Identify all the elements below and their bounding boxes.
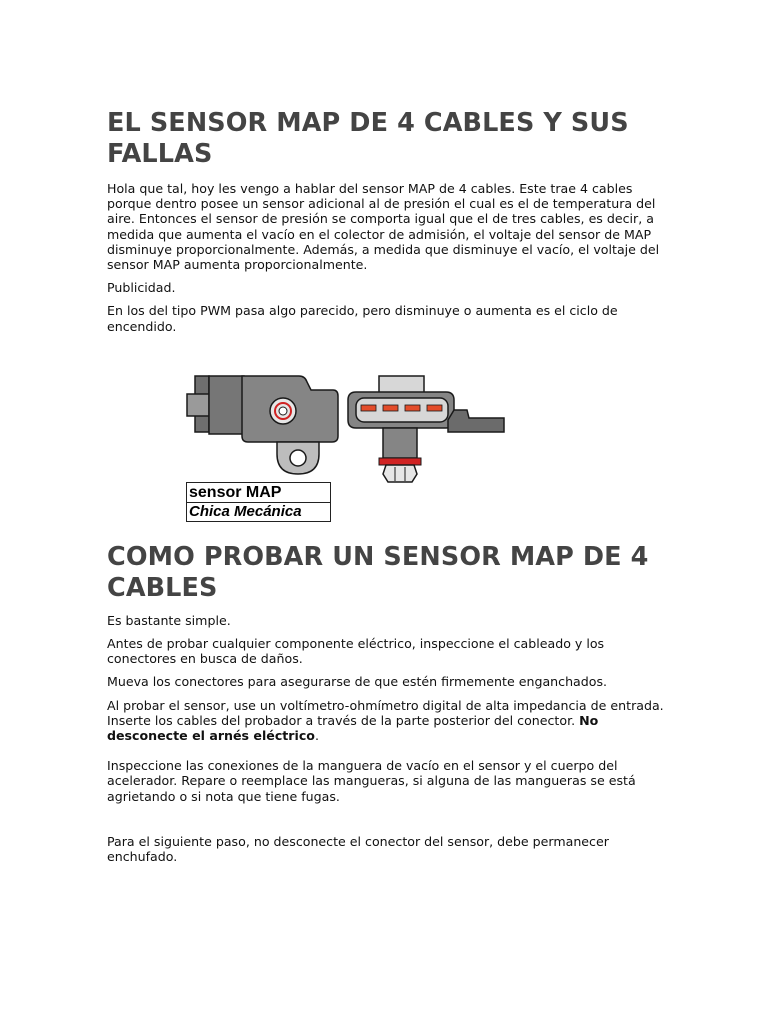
test-text: Al probar el sensor, use un voltímetro-ohmímetro digital de alta impedancia de entrada. Inserte los cables del probador a través de la parte posterior del conector. [107, 697, 664, 728]
section-title: COMO PROBAR UN SENSOR MAP DE 4 CABLES [107, 541, 649, 603]
caption-title: sensor MAP [189, 483, 282, 501]
mount-hole [290, 450, 306, 466]
port-hole [279, 407, 287, 415]
article [107, 108, 667, 864]
front-stem [383, 428, 417, 458]
mount-flange [448, 410, 504, 432]
simple-paragraph: Es bastante simple. [107, 612, 231, 628]
sensor-front-view [348, 376, 504, 482]
pwm-paragraph: En los del tipo PWM pasa algo parecido, pero disminuye o aumenta es el ciclo de encendido. [107, 303, 618, 334]
sensor-side-view [187, 376, 338, 474]
test-paragraph [107, 698, 667, 744]
ad-label: Publicidad. [107, 280, 176, 296]
pin-4 [427, 405, 442, 411]
next-step-paragraph: Para el siguiente paso, no desconecte el conector del sensor, debe permanecer enchufado. [107, 833, 609, 865]
inspect-paragraph: Antes de probar cualquier componente eléctrico, inspeccione el cableado y los conectores en busca de daños. [107, 636, 605, 667]
pin-3 [405, 405, 420, 411]
side-neck [209, 376, 244, 434]
article-title: EL SENSOR MAP DE 4 CABLES Y SUS FALLAS [107, 108, 629, 169]
pin-1 [361, 405, 376, 411]
side-plug-tab [187, 394, 209, 416]
map-sensor-illustration [186, 362, 508, 486]
pin-2 [383, 405, 398, 411]
intro-paragraph: Hola que tal, hoy les vengo a hablar del sensor MAP de 4 cables. Este trae 4 cables porque dentro posee un sensor adicional al de presión el cual es el de temperatura del aire. Entonces el sensor de presión se comporta igual que el de tres cables, es decir, a medida que aumenta el vacío en el colector de admisión, el voltaje del sensor de MAP disminuye proporcionalmente. Además, a medida que disminuye el vacío, el voltaje del sensor MAP aumenta proporcionalmente. [107, 181, 660, 273]
vacuum-paragraph: Inspeccione las conexiones de la manguera de vacío en el sensor y el cuerpo del acelerador. Repare o reemplace las mangueras, si alguna de las mangueras se está agrietando o si nota que tiene fugas. [107, 758, 636, 804]
move-paragraph: Mueva los conectores para asegurarse de que estén firmemente enganchados. [107, 674, 608, 690]
test-warning: No desconecte el arnés eléctrico [107, 712, 599, 744]
stem-o-ring [379, 458, 421, 465]
test-end: . [314, 728, 319, 744]
figure-caption [186, 482, 331, 522]
stem-tip [383, 465, 417, 482]
caption-credit: Chica Mecánica [189, 502, 302, 520]
map-sensor-figure [186, 362, 508, 530]
